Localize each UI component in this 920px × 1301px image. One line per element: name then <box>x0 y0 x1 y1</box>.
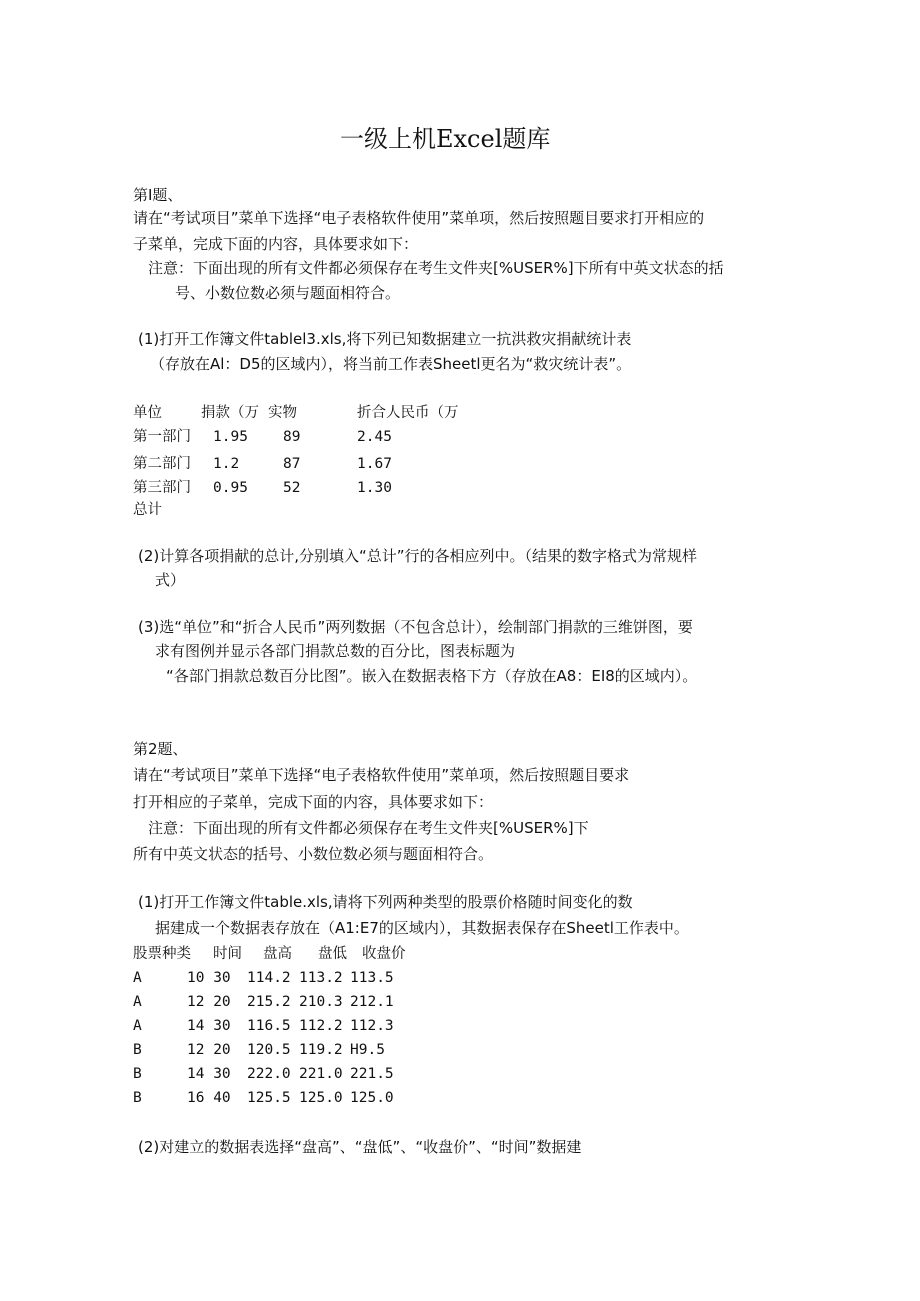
q1-note-line1: 注意：下面出现的所有文件都必须保存在考生文件夹[%USER%]下所有中英文状态的括 <box>148 259 724 277</box>
q2-step1-line2: 据建成一个数据表存放在（A1:E7的区域内），其数据表保存在Sheetl工作表中。 <box>155 919 689 937</box>
q1-header-cell: 折合人民币（万 <box>357 405 459 421</box>
q2-heading: 第2题、 <box>133 740 188 758</box>
page-title: 一级上机Excel题库 <box>340 125 551 153</box>
q1-step3-line3: “各部门捐款总数百分比图”。嵌入在数据表格下方（存放在A8：EI8的区域内）。 <box>166 667 698 685</box>
q2-step2-line1: (2)对建立的数据表选择“盘高”、“盘低”、“收盘价”、“时间”数据建 <box>138 1138 582 1156</box>
q1-intro-line2: 子菜单，完成下面的内容，具体要求如下： <box>133 235 419 253</box>
q2-note-line2: 所有中英文状态的括号、小数位数必须与题面相符合。 <box>133 845 494 863</box>
q2-intro-line2: 打开相应的子菜单，完成下面的内容，具体要求如下： <box>133 793 494 811</box>
q2-note-line1: 注意：下面出现的所有文件都必须保存在考生文件夹[%USER%]下 <box>148 819 589 837</box>
q1-intro-line1: 请在“考试项目”菜单下选择“电子表格软件使用”菜单项，然后按照题目要求打开相应的 <box>133 209 705 227</box>
q1-step2-line2: 式） <box>155 571 186 589</box>
q2-intro-line1: 请在“考试项目”菜单下选择“电子表格软件使用”菜单项，然后按照题目要求 <box>133 766 630 784</box>
q1-step1-line2: （存放在Al：D5的区域内），将当前工作表Sheetl更名为“救灾统计表”。 <box>150 355 632 373</box>
q1-header-cell: 单位 <box>133 405 162 421</box>
q1-step2-line1: (2)计算各项捐献的总计,分别填入“总计”行的各相应列中。（结果的数字格式为常规样 <box>138 547 698 565</box>
q1-table-total-label: 总计 <box>133 502 162 518</box>
q1-step1-line1: (1)打开工作簿文件tablel3.xls,将下列已知数据建立一抗洪救灾捐献统计表 <box>138 330 632 348</box>
q1-step3-line1: (3)选“单位”和“折合人民币”两列数据（不包含总计），绘制部门捐款的三维饼图，要 <box>138 618 693 636</box>
q1-note-line2: 号、小数位数必须与题面相符合。 <box>175 284 401 302</box>
q1-header-cell: 实物 <box>268 405 297 421</box>
q1-heading: 第I题、 <box>133 186 183 204</box>
q1-step3-line2: 求有图例并显示各部门捐款总数的百分比，图表标题为 <box>155 642 516 660</box>
q1-header-cell: 捐款（万 <box>201 405 259 421</box>
q2-step1-line1: (1)打开工作簿文件table.xls,请将下列两种类型的股票价格随时间变化的数 <box>138 893 633 911</box>
